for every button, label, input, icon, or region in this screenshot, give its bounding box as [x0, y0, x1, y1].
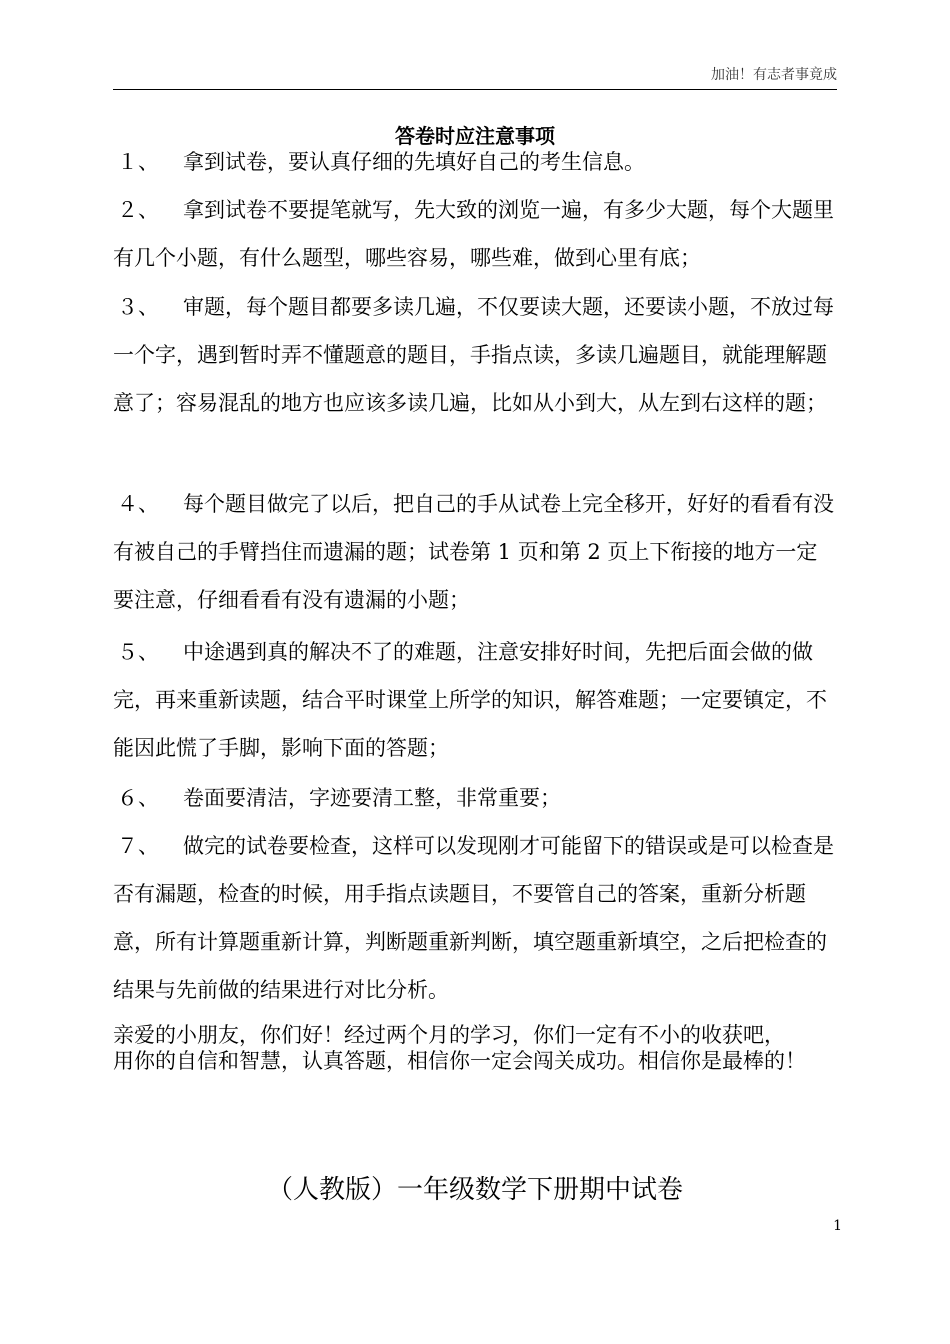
notice-item-2	[113, 186, 837, 282]
header-divider	[113, 89, 837, 90]
item-text: 卷面要清洁，字迹要清工整，非常重要；	[183, 786, 561, 810]
header-motto: 加油！有志者事竟成	[711, 67, 837, 83]
closing-line-2: 用你的自信和智慧，认真答题，相信你一定会闯关成功。相信你是最棒的！	[113, 1049, 806, 1073]
item-number: ４、	[117, 492, 159, 516]
notice-item-4	[113, 480, 837, 624]
item-text: 做完的试卷要检查，这样可以发现刚才可能留下的错误或是可以检查是否有漏题，检查的时候，用手指点读题目，不要管自己的答案，重新分析题意，所有计算题重新计算，判断题重新判断，填空题重新填空，之后把检查的结果与先前做的结果进行对比分析。	[113, 834, 834, 1002]
closing-line-1: 亲爱的小朋友，你们好！经过两个月的学习，你们一定有不小的收获吧，	[113, 1023, 785, 1047]
item-text: 中途遇到真的解决不了的难题，注意安排好时间，先把后面会做的做完，再来重新读题，结合平时课堂上所学的知识，解答难题；一定要镇定，不能因此慌了手脚，影响下面的答题；	[113, 640, 827, 760]
item-number: ６、	[117, 786, 159, 810]
page-title: 答卷时应注意事项	[395, 124, 555, 148]
notice-item-6	[113, 774, 837, 822]
notice-item-3	[113, 283, 837, 427]
exam-title: （人教版）一年级数学下册期中试卷	[266, 1175, 683, 1205]
page-number: 1	[833, 1218, 842, 1234]
item-number: ７、	[117, 834, 159, 858]
notice-item-1	[113, 138, 837, 186]
notice-item-7	[113, 822, 837, 1014]
item-text: 审题，每个题目都要多读几遍，不仅要读大题，还要读小题，不放过每一个字，遇到暂时弄不懂题意的题目，手指点读，多读几遍题目，就能理解题意了；容易混乱的地方也应该多读几遍，比如从小到大，从左到右这样的题；	[113, 295, 834, 415]
notice-item-5	[113, 628, 837, 772]
closing-message	[113, 1022, 843, 1074]
item-text: 拿到试卷，要认真仔细的先填好自己的考生信息。	[183, 150, 645, 174]
item-number: ５、	[117, 640, 159, 664]
item-number: ３、	[117, 295, 159, 319]
item-number: １、	[117, 150, 159, 174]
item-text: 每个题目做完了以后，把自己的手从试卷上完全移开，好好的看看有没有被自己的手臂挡住而遗漏的题；试卷第 1 页和第 2 页上下衔接的地方一定要注意，仔细看看有没有遗漏的小题；	[113, 492, 834, 612]
item-text: 拿到试卷不要提笔就写，先大致的浏览一遍，有多少大题，每个大题里有几个小题，有什么题型，哪些容易，哪些难，做到心里有底；	[113, 198, 834, 270]
item-number: ２、	[117, 198, 159, 222]
